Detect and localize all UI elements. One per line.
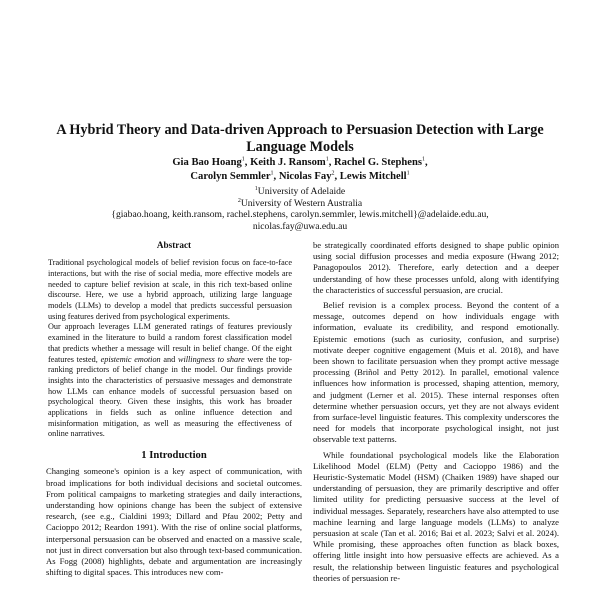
affiliation-marker: 1 [254,185,258,192]
body-paragraph: While foundational psychological models like the Elaboration Likelihood Model (ELM) (Petty and Cacioppo 1986) and the Heuristic-Systematic Model (HSM) (Chaiken 1989) have shaped our understanding of persuasion, they are primarily descriptive and offer limited utility for predicting persuasive success at the level of individual messages. Separately, researchers have also attempted to use machine learning and large language models (LLMs) to analyze persuasion at scale (Tan et al. 2016; Bai et al. 2023; Salvi et al. 2024). While promising, these approaches often function as black boxes, offering little insight into how persuasive effects are achieved. As a result, the relationship between linguistic features and psychological theories of persuasion re- [313,449,559,583]
affiliation-marker: 1 [270,170,274,177]
abstract-text: were the top-ranking predictors of belief change in the model. Our findings provide insights into the characteristics of persuasive messages and demonstrate how LLMs can enhance models of successful persuasion based on psychological theory. Given these insights, this work has broader applications in fields such as online influence detection and misinformation mitigation, as well as measuring the effectiveness of online narratives. [48,354,293,439]
author-emails: {giabao.hoang, keith.ransom, rachel.stephens, carolyn.semmler, lewis.mitchell}@adelaide.edu.au, [111,209,489,220]
affiliation-marker: 2 [237,197,241,204]
author-name: Lewis Mitchell [339,171,407,182]
affiliation-marker: 1 [406,170,410,177]
author-name: Rachel G. Stephens [334,157,423,168]
abstract-paragraph-1: Traditional psychological models of belief revision focus on face-to-face interactions, but with the rise of social media, more effective models are needed to capture belief revision at scale, in this rich text-based online discourse. Here, we use a hybrid approach, utilizing large language models (LLMs) to develop a model that predicts successful persuasion using features derived from psychological experiments. [48,258,292,321]
affiliation-marker: 1 [422,156,426,163]
intro-paragraph-1: Changing someone's opinion is a key aspect of communication, with broad implications for both individual decisions and societal outcomes. From political campaigns to marketing strategies and daily interactions, understanding how opinions change has been the subject of extensive research, (see e.g., Cialdini 1993; Dillard and Pfau 2002; Petty and Cacioppo 2012; Reardon 1991). With the rise of online social platforms, interpersonal persuasion can be observed and enacted on a massive scale, not just in direct conversation but also through text-based communication. As Fogg (2008) highlights, debate and argumentation are increasingly shifting to digital spaces. This introduces new com- [46,466,302,578]
affiliations [40,186,560,232]
affiliation-marker: 1 [241,156,245,163]
author-emails-2: nicolas.fay@uwa.edu.au [252,220,348,232]
left-column [46,240,302,578]
author-name: Carolyn Semmler [190,171,271,182]
author-list: Gia Bao Hoang$^1$, Keith J. Ransom$^1$, Rachel G. Stephens$^1$, Carolyn Semmler$^1$, Nicolas Fay$^2$, Lewis Mitchell$^1$ [172,156,428,182]
body-paragraph: Belief revision is a complex process. Beyond the content of a message, outcomes depend on how individuals engage with information, evaluate its credibility, and respond emotionally. Epistemic emotions (such as curiosity, confusion, and surprise) motivate deeper cognitive engagement (Muis et al. 2018), and have been shown to facilitate persuasion when they prompt active message processing (Briñol and Petty 2012). In parallel, emotional valence influences how information is processed, shaping attention, memory, and judgment (Lerner et al. 2015). These internal responses often determine whether persuasion occurs, yet they are not always evident from surface-level linguistic features. This complexity underscores the need for models that incorporate psychological insight, not just observable text patterns. [313,300,559,445]
abstract-text: Our approach leverages LLM generated ratings of features previously examined in the literature to build a random forest classification model that predicts whether a message will result in belief change. Of the eight features tested, [48,322,292,364]
author-name: Keith J. Ransom [250,157,326,168]
affiliation-text: University of Western Australia [240,197,363,209]
author-name: Gia Bao Hoang [172,157,242,168]
affiliation-1 [40,186,560,198]
body-paragraph: be strategically coordinated efforts designed to shape public opinion using social diffusion processes and media exposure (Hwang 2012; Panagopoulos 2012). Therefore, early detection and a deeper understanding of how these processes unfold, along with identifying the characteristics of successful persuasion, are crucial. [313,240,559,295]
affiliation-marker: 2 [331,170,335,177]
abstract [46,258,302,440]
abstract-emphasis: epistemic emotion [100,354,161,364]
abstract-emphasis: willingness to share [178,354,245,364]
affiliation-marker: 1 [325,156,329,163]
affiliation-2 [40,198,560,210]
section-heading-introduction: 1 Introduction [141,450,207,462]
abstract-heading: Abstract [156,240,192,250]
author-name: Nicolas Fay [278,171,332,182]
abstract-paragraph-2 [48,322,292,440]
right-column [313,240,559,588]
affiliation-text: University of Adelaide [257,186,346,197]
abstract-text: and [163,354,176,364]
paper-title: A Hybrid Theory and Data-driven Approach to Persuasion Detection with Large Language Models [56,122,544,155]
